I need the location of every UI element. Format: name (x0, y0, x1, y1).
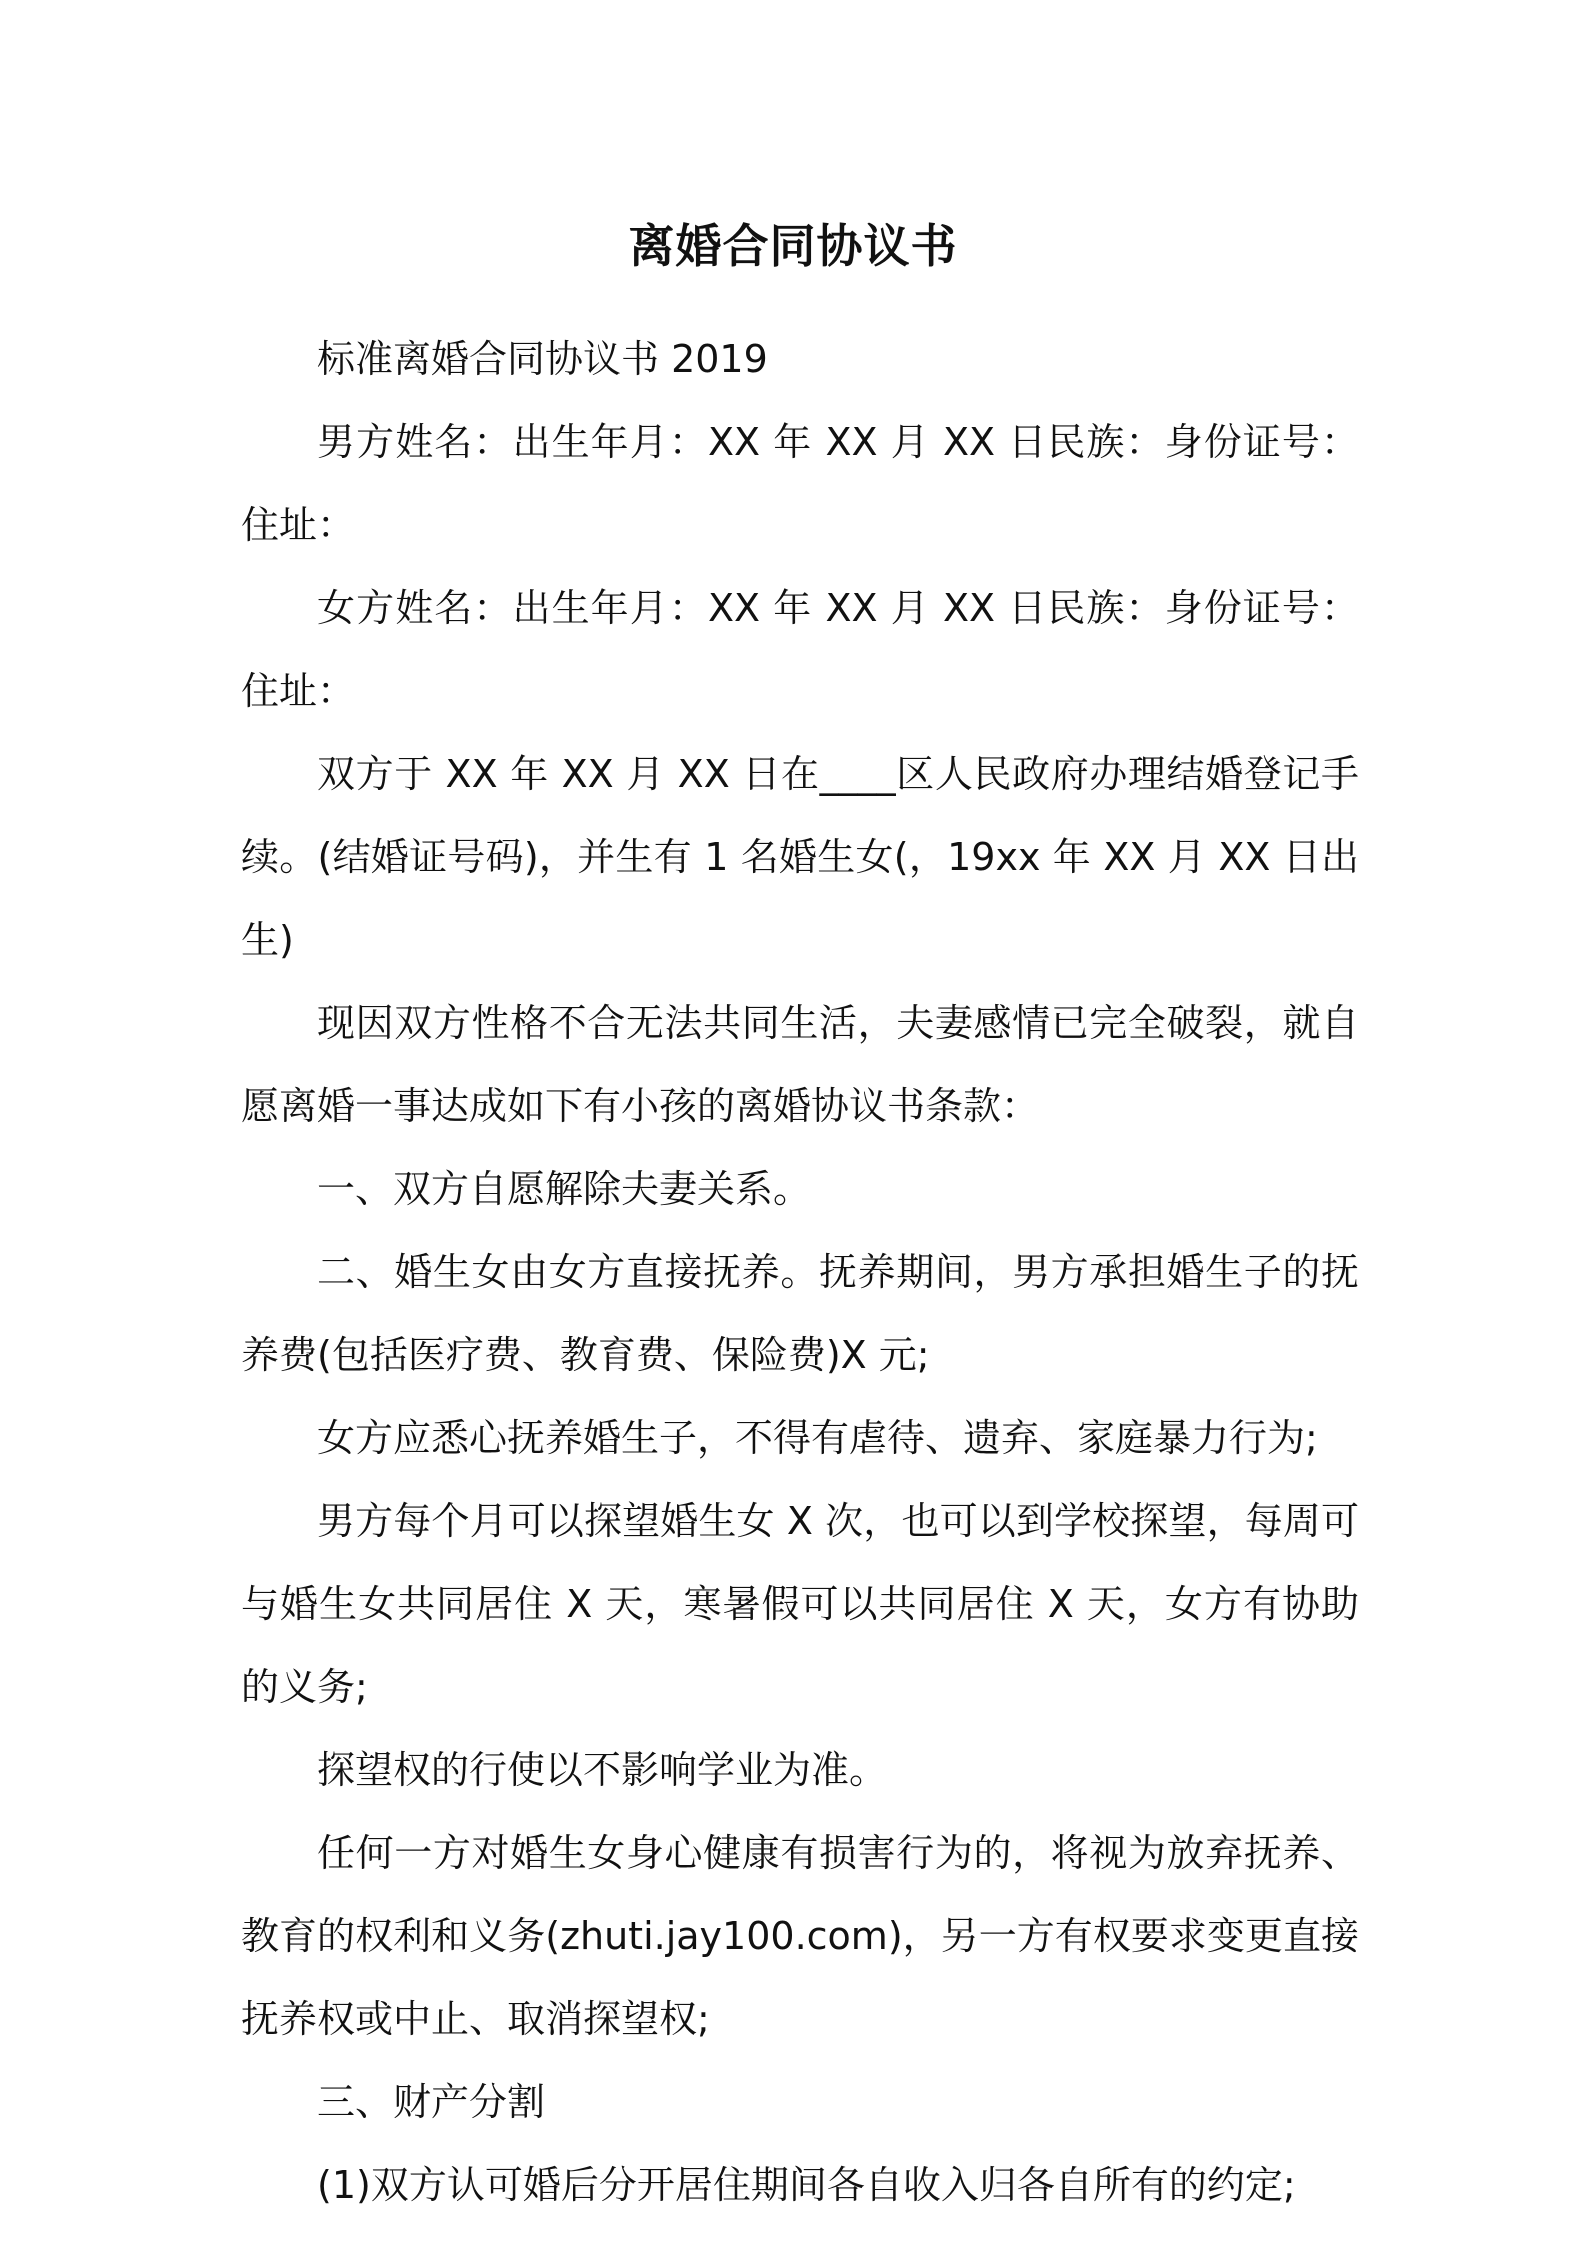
document-title: 离婚合同协议书 (628, 219, 958, 273)
paragraph-care-obligation: 女方应悉心抚养婚生子，不得有虐待、遗弃、家庭暴力行为; (317, 1416, 1318, 1460)
paragraph-property-one: (1)双方认可婚后分开居住期间各自收入归各自所有的约定; (317, 2163, 1296, 2207)
paragraph-clause-three: 三、财产分割 (317, 2080, 546, 2124)
document-body (241, 318, 1359, 2227)
paragraph-visitation-limit: 探望权的行使以不影响学业为准。 (317, 1748, 888, 1792)
paragraph-visitation: 男方每个月可以探望婚生女 X 次，也可以到学校探望，每周可与婚生女共同居住 X 天，寒暑假可以共同居住 X 天，女方有协助的义务; (241, 1499, 1359, 1709)
paragraph-male-party-info: 男方姓名：出生年月：XX 年 XX 月 XX 日民族：身份证号：住址： (241, 420, 1359, 547)
paragraph-clause-two: 二、婚生女由女方直接抚养。抚养期间，男方承担婚生子的抚养费(包括医疗费、教育费、保险费)X 元; (241, 1250, 1359, 1377)
paragraph-custody-change: 任何一方对婚生女身心健康有损害行为的，将视为放弃抚养、教育的权利和义务(zhuti.jay100.com)，另一方有权要求变更直接抚养权或中止、取消探望权; (241, 1831, 1359, 2041)
paragraph-female-party-info: 女方姓名：出生年月：XX 年 XX 月 XX 日民族：身份证号：住址： (241, 586, 1359, 713)
paragraph-marriage-registration: 双方于 XX 年 XX 月 XX 日在____区人民政府办理结婚登记手续。(结婚证号码)，并生有 1 名婚生女(，19xx 年 XX 月 XX 日出生) (241, 752, 1359, 962)
paragraph-divorce-reason: 现因双方性格不合无法共同生活，夫妻感情已完全破裂，就自愿离婚一事达成如下有小孩的离婚协议书条款： (241, 1001, 1359, 1128)
paragraph-subtitle: 标准离婚合同协议书 2019 (317, 337, 768, 381)
paragraph-clause-one: 一、双方自愿解除夫妻关系。 (317, 1167, 812, 1211)
